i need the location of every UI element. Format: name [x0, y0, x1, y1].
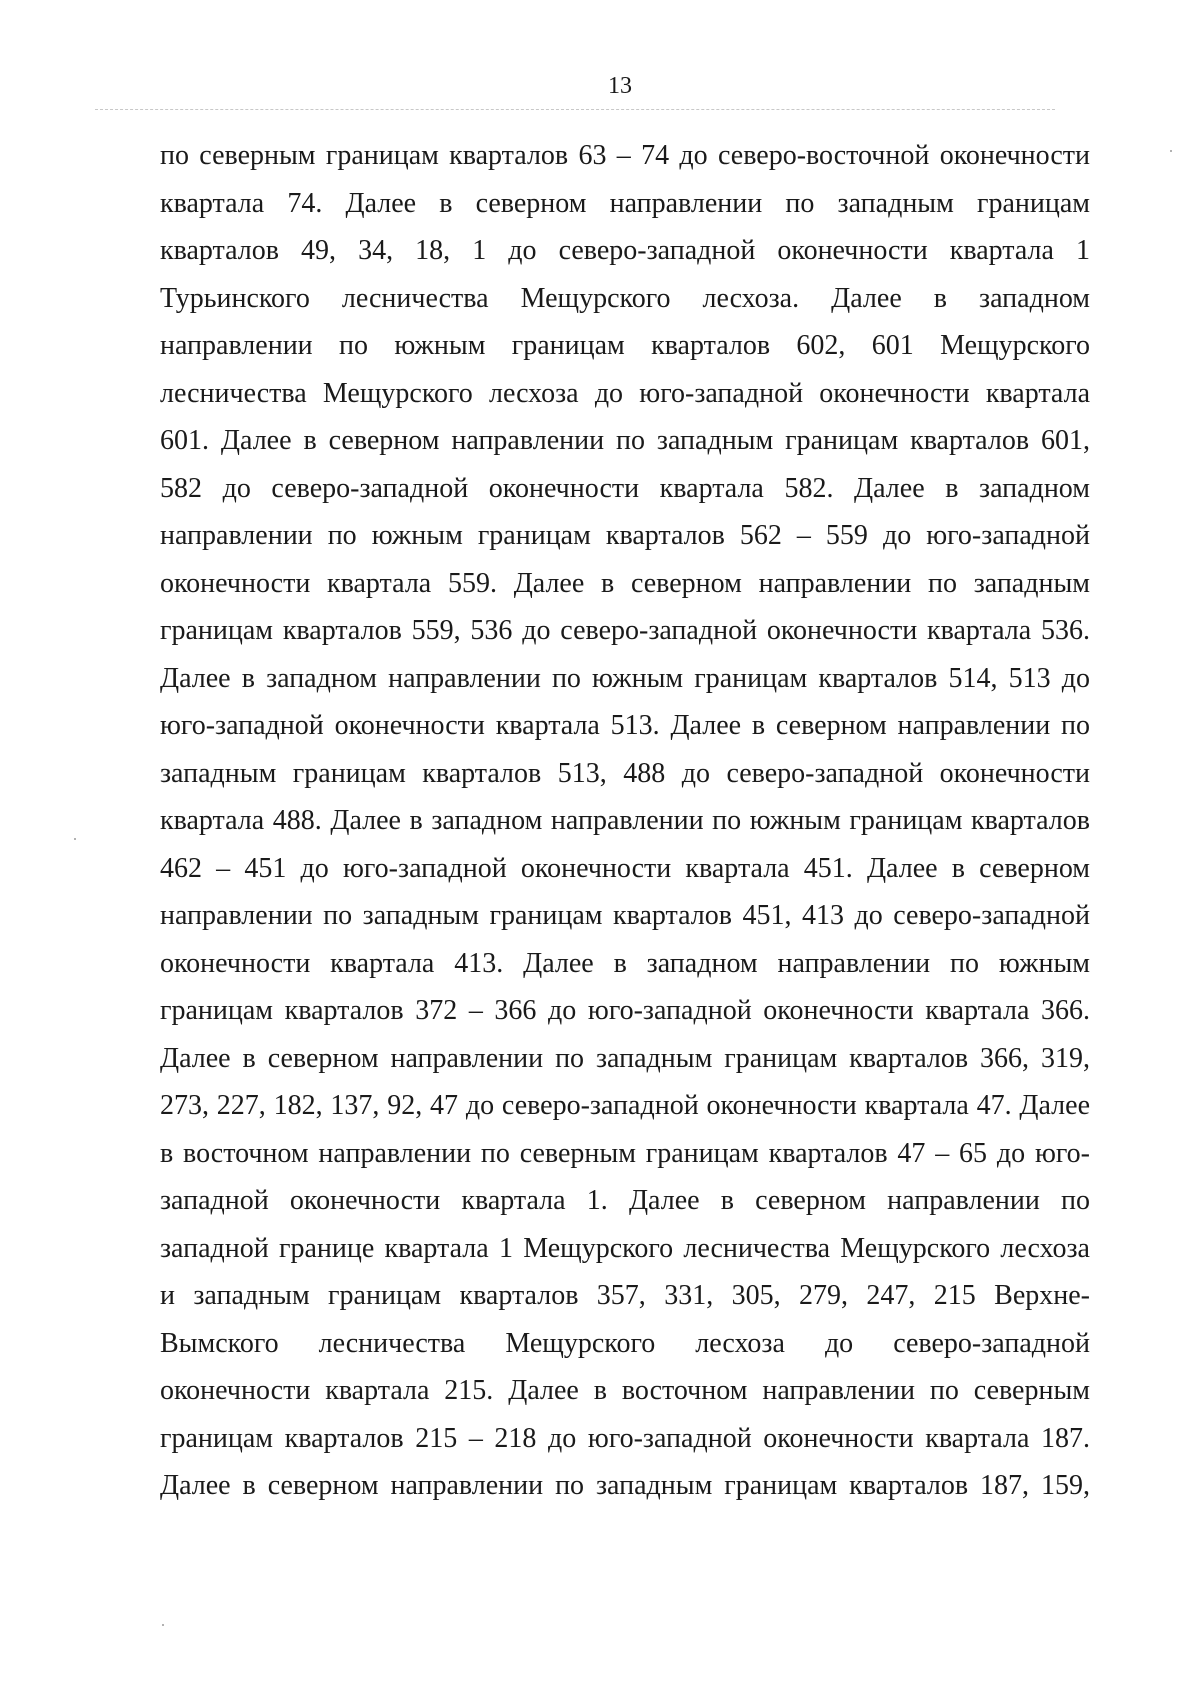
text-line: западной границе квартала 1 Мещурского лесничества Мещурского лесхоза — [160, 1232, 1090, 1264]
text-line: направлении по западным границам кварталов 451, 413 до северо-западной — [160, 900, 1090, 931]
text-line: оконечности квартала 559. Далее в северном направлении по западным — [160, 567, 1090, 599]
text-line: Вымского лесничества Мещурского лесхоза до северо-западной — [160, 1327, 1090, 1359]
text-line: в восточном направлении по северным границам кварталов 47 – 65 до юго- — [160, 1137, 1090, 1169]
text-line: 462 – 451 до юго-западной оконечности квартала 451. Далее в северном — [160, 852, 1090, 884]
text-line: 273, 227, 182, 137, 92, 47 до северо-западной оконечности квартала 47. Далее — [160, 1090, 1090, 1121]
text-line: кварталов 49, 34, 18, 1 до северо-западной оконечности квартала 1 — [160, 235, 1090, 266]
text-line: Турьинского лесничества Мещурского лесхоза. Далее в западном — [160, 282, 1090, 314]
text-line: границам кварталов 372 – 366 до юго-западной оконечности квартала 366. — [160, 995, 1090, 1026]
text-line: оконечности квартала 413. Далее в западном направлении по южным — [160, 947, 1090, 979]
text-line: направлении по южным границам кварталов 602, 601 Мещурского — [160, 330, 1090, 361]
text-line: западной оконечности квартала 1. Далее в северном направлении по — [160, 1185, 1090, 1216]
text-line: юго-западной оконечности квартала 513. Далее в северном направлении по — [160, 710, 1090, 741]
text-line: 582 до северо-западной оконечности квартала 582. Далее в западном — [160, 472, 1090, 504]
text-line: 601. Далее в северном направлении по западным границам кварталов 601, — [160, 425, 1090, 456]
text-line: квартала 74. Далее в северном направлении по западным границам — [160, 187, 1090, 219]
scan-artifact-line — [95, 109, 1055, 110]
text-line: Далее в северном направлении по западным границам кварталов 187, 159, — [160, 1470, 1090, 1501]
text-line: квартала 488. Далее в западном направлении по южным границам кварталов — [160, 805, 1090, 836]
text-line: направлении по южным границам кварталов 562 – 559 до юго-западной — [160, 520, 1090, 551]
text-line: западным границам кварталов 513, 488 до северо-западной оконечности — [160, 757, 1090, 789]
document-body — [160, 132, 1090, 1510]
page-number: 13 — [608, 73, 632, 99]
scan-speck — [162, 1624, 164, 1626]
text-line: и западным границам кварталов 357, 331, 305, 279, 247, 215 Верхне- — [160, 1280, 1090, 1311]
text-line: границам кварталов 215 – 218 до юго-западной оконечности квартала 187. — [160, 1422, 1090, 1454]
text-line: по северным границам кварталов 63 – 74 до северо-восточной оконечности — [160, 140, 1090, 171]
text-line: Далее в западном направлении по южным границам кварталов 514, 513 до — [160, 662, 1090, 694]
text-line: оконечности квартала 215. Далее в восточном направлении по северным — [160, 1375, 1090, 1406]
scan-speck — [1170, 150, 1172, 152]
scan-speck — [74, 838, 76, 840]
text-line: Далее в северном направлении по западным границам кварталов 366, 319, — [160, 1042, 1090, 1074]
text-line: лесничества Мещурского лесхоза до юго-западной оконечности квартала — [160, 377, 1090, 409]
text-line: границам кварталов 559, 536 до северо-западной оконечности квартала 536. — [160, 615, 1090, 646]
